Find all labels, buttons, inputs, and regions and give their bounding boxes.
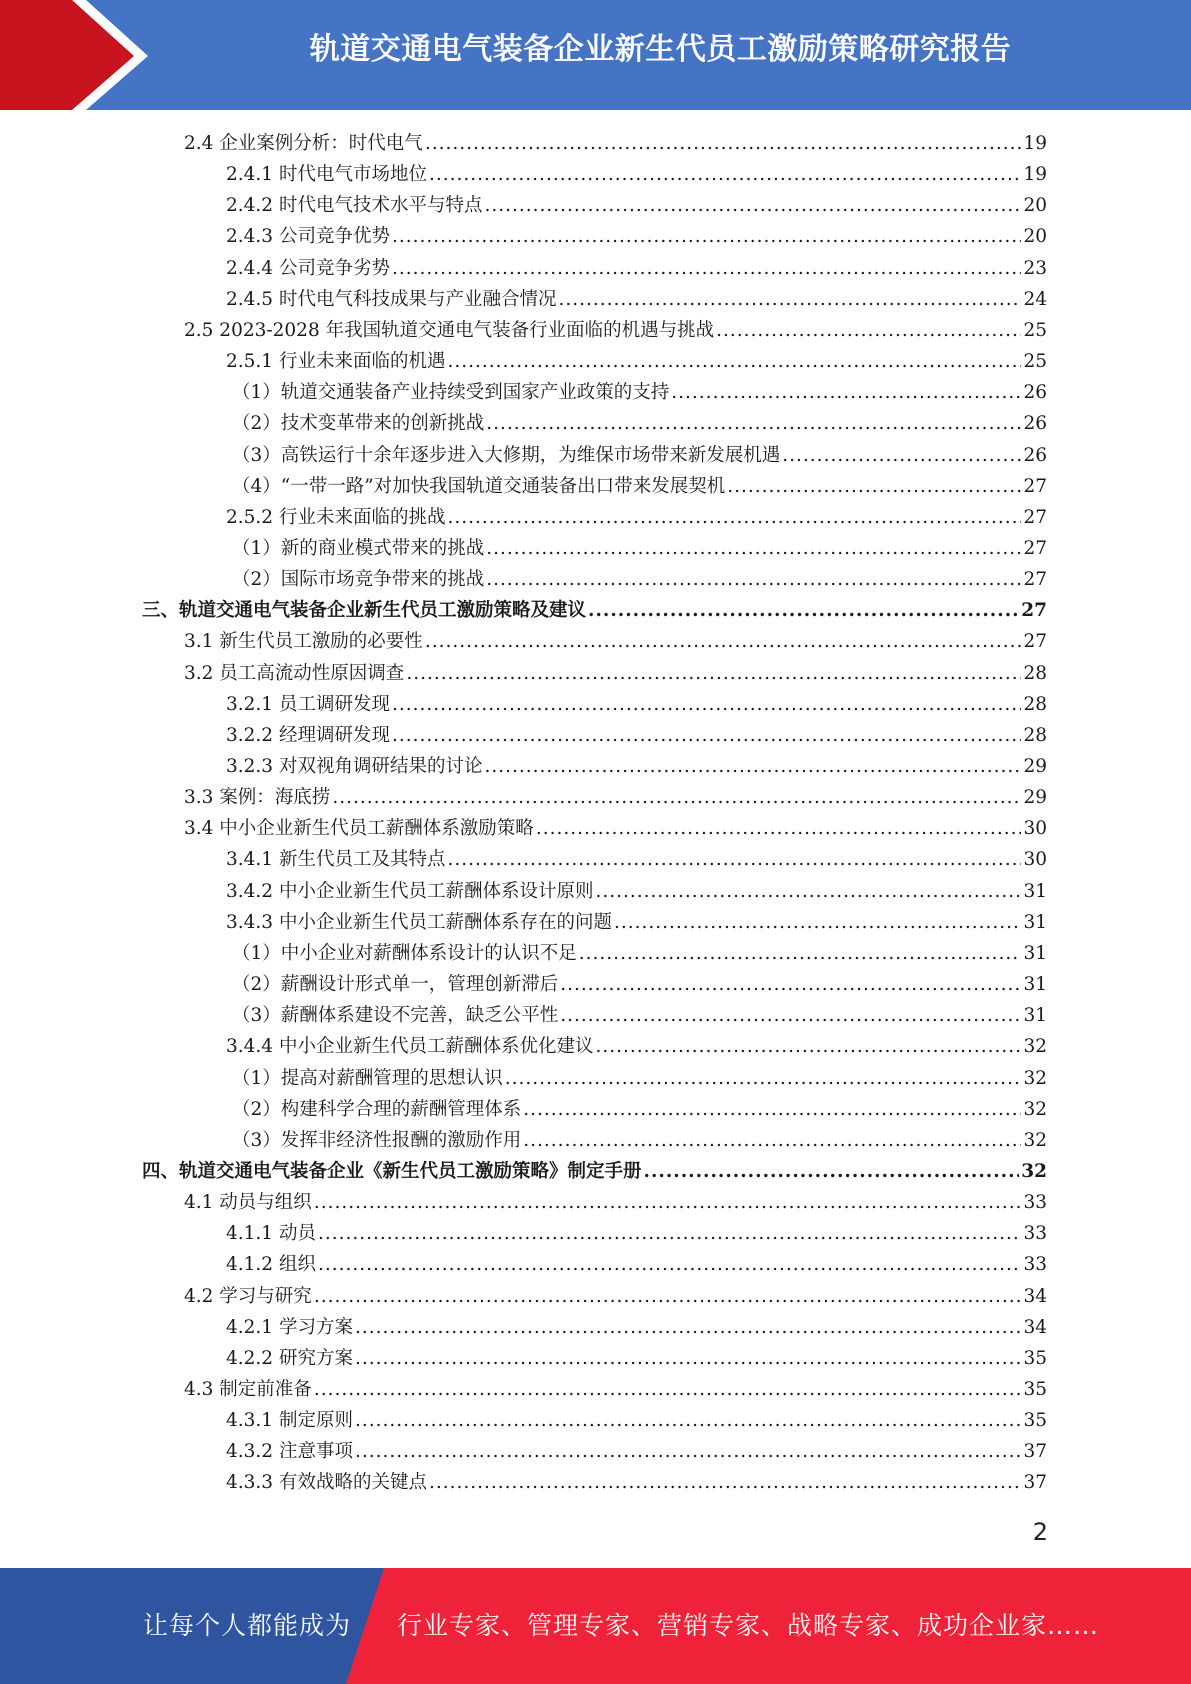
toc-entry[interactable]: [232, 440, 1047, 471]
toc-entry-page: 27: [1023, 631, 1047, 653]
toc-entry-page: 20: [1023, 195, 1047, 217]
toc-entry-page: 35: [1023, 1379, 1047, 1400]
toc-entry-title: 4.2.1 学习方案: [226, 1316, 353, 1338]
page-number: 2: [1032, 1518, 1048, 1546]
toc-dot-leader: [505, 1063, 1022, 1094]
toc-entry-title: 2.5.1 行业未来面临的机遇: [226, 351, 446, 373]
toc-dot-leader: [614, 907, 1021, 938]
toc-entry[interactable]: [226, 1467, 1047, 1498]
toc-dot-leader: [523, 1094, 1021, 1125]
page-header: [0, 0, 1191, 110]
toc-dot-leader: [447, 844, 1021, 875]
toc-dot-leader: [523, 1125, 1021, 1156]
toc-entry[interactable]: [232, 533, 1047, 564]
toc-entry[interactable]: [232, 1000, 1047, 1031]
toc-entry-title: 三、轨道交通电气装备企业新生代员工激励策略及建议: [142, 600, 587, 622]
toc-entry-title: 4.2.2 研究方案: [226, 1347, 353, 1369]
toc-entry-page: 37: [1023, 1441, 1047, 1463]
toc-entry[interactable]: [226, 844, 1047, 875]
toc-entry[interactable]: [184, 782, 1047, 813]
toc-entry-page: 19: [1023, 133, 1047, 154]
toc-entry-title: 2.5.2 行业未来面临的挑战: [226, 506, 446, 528]
toc-dot-leader: [314, 1187, 1022, 1218]
toc-entry[interactable]: [232, 969, 1047, 1000]
toc-dot-leader: [484, 751, 1021, 782]
toc-entry[interactable]: [184, 128, 1047, 159]
toc-entry-title: 3.4.3 中小企业新生代员工薪酬体系存在的问题: [226, 911, 612, 933]
toc-entry[interactable]: [184, 658, 1047, 689]
toc-dot-leader: [392, 221, 1021, 252]
toc-entry-title: （2）国际市场竞争带来的挑战: [232, 569, 485, 591]
toc-entry-page: 34: [1023, 1285, 1047, 1307]
toc-entry[interactable]: [184, 1281, 1047, 1312]
toc-dot-leader: [355, 1343, 1022, 1374]
toc-entry-title: 3.2.2 经理调研发现: [226, 724, 390, 746]
toc-dot-leader: [392, 720, 1021, 751]
toc-dot-leader: [406, 658, 1021, 689]
toc-entry-title: （1）新的商业模式带来的挑战: [232, 537, 485, 559]
toc-entry[interactable]: [232, 564, 1047, 595]
toc-entry-page: 27: [1023, 569, 1047, 591]
toc-entry-title: 2.4.1 时代电气市场地位: [226, 164, 427, 186]
header-arrow-decoration: [0, 0, 150, 110]
footer-slogan-right: 行业专家、管理专家、营销专家、战略专家、成功企业家……: [397, 1611, 1100, 1640]
toc-entry-page: 28: [1023, 724, 1047, 746]
toc-dot-leader: [644, 1156, 1020, 1187]
toc-entry-title: （3）高铁运行十余年逐步进入大修期，为维保市场带来新发展机遇: [232, 444, 781, 466]
toc-dot-leader: [314, 1281, 1022, 1312]
toc-entry-title: （2）构建科学合理的薪酬管理体系: [232, 1098, 522, 1120]
toc-entry-page: 32: [1023, 1067, 1047, 1089]
toc-entry-page: 23: [1023, 257, 1047, 279]
toc-entry-title: 4.1.1 动员: [226, 1223, 316, 1245]
toc-entry-page: 26: [1023, 444, 1047, 466]
toc-entry-title: （1）提高对薪酬管理的思想认识: [232, 1067, 503, 1089]
toc-entry-page: 28: [1023, 693, 1047, 715]
toc-entry-page: 32: [1023, 1098, 1047, 1120]
toc-entry[interactable]: [226, 284, 1047, 315]
toc-entry[interactable]: [226, 1249, 1047, 1280]
toc-entry-page: 33: [1023, 1223, 1047, 1245]
toc-dot-leader: [558, 284, 1021, 315]
toc-entry-page: 27: [1023, 537, 1047, 559]
toc-entry[interactable]: [226, 1218, 1047, 1249]
toc-dot-leader: [486, 408, 1021, 439]
toc-entry-title: 4.1.2 组织: [226, 1254, 316, 1276]
toc-entry[interactable]: [184, 1187, 1047, 1218]
toc-entry[interactable]: [184, 813, 1047, 844]
toc-entry[interactable]: [226, 190, 1047, 221]
toc-entry[interactable]: [226, 1436, 1047, 1467]
toc-dot-leader: [429, 159, 1021, 190]
toc-dot-leader: [727, 471, 1021, 502]
toc-entry[interactable]: [226, 1312, 1047, 1343]
toc-entry-page: 35: [1023, 1410, 1047, 1432]
toc-entry-title: （3）薪酬体系建设不完善，缺乏公平性: [232, 1005, 559, 1027]
toc-entry[interactable]: [226, 159, 1047, 190]
toc-entry-page: 27: [1021, 600, 1047, 622]
toc-entry-page: 31: [1023, 942, 1047, 964]
toc-entry[interactable]: [184, 626, 1047, 657]
toc-entry[interactable]: [226, 502, 1047, 533]
toc-dot-leader: [595, 876, 1021, 907]
toc-entry-title: 3.2.3 对双视角调研结果的讨论: [226, 756, 483, 777]
toc-entry[interactable]: [226, 1031, 1047, 1062]
toc-entry-page: 19: [1023, 164, 1047, 186]
toc-dot-leader: [447, 502, 1021, 533]
toc-entry-title: 2.4.3 公司竞争优势: [226, 226, 390, 248]
toc-dot-leader: [332, 782, 1021, 813]
toc-entry-page: 31: [1023, 974, 1047, 996]
toc-entry[interactable]: [226, 1405, 1047, 1436]
toc-entry-page: 33: [1023, 1254, 1047, 1276]
toc-entry-page: 30: [1023, 818, 1047, 840]
toc-dot-leader: [425, 128, 1022, 159]
toc-dot-leader: [392, 689, 1021, 720]
toc-entry[interactable]: [184, 315, 1047, 346]
toc-dot-leader: [429, 1467, 1021, 1498]
toc-entry-title: 3.4 中小企业新生代员工薪酬体系激励策略: [184, 818, 534, 840]
toc-entry-page: 26: [1023, 413, 1047, 435]
toc-entry-page: 29: [1023, 787, 1047, 809]
toc-entry-page: 26: [1023, 382, 1047, 404]
toc-dot-leader: [671, 377, 1021, 408]
toc-entry[interactable]: [232, 377, 1047, 408]
page-footer: [0, 1568, 1191, 1684]
toc-entry-title: 3.4.4 中小企业新生代员工薪酬体系优化建议: [226, 1036, 594, 1058]
toc-entry-title: 2.5 2023-2028 年我国轨道交通电气装备行业面临的机遇与挑战: [184, 319, 715, 341]
toc-entry-page: 28: [1023, 662, 1047, 684]
toc-entry-title: 3.4.1 新生代员工及其特点: [226, 849, 446, 871]
toc-entry-page: 31: [1023, 880, 1047, 902]
toc-dot-leader: [560, 969, 1021, 1000]
toc-entry-page: 37: [1023, 1472, 1047, 1494]
toc-entry-page: 20: [1023, 226, 1047, 248]
toc-entry-title: 2.4.2 时代电气技术水平与特点: [226, 195, 483, 217]
toc-entry-page: 33: [1023, 1192, 1047, 1214]
toc-entry[interactable]: [226, 253, 1047, 284]
toc-entry[interactable]: [232, 1125, 1047, 1156]
toc-dot-leader: [536, 813, 1022, 844]
toc-entry[interactable]: [226, 221, 1047, 252]
toc-entry-page: 25: [1023, 351, 1047, 373]
toc-entry-title: 四、轨道交通电气装备企业《新生代员工激励策略》制定手册: [142, 1160, 642, 1182]
toc-entry-title: 2.4 企业案例分析：时代电气: [184, 133, 423, 154]
toc-entry-page: 31: [1023, 911, 1047, 933]
toc-entry[interactable]: [226, 876, 1047, 907]
toc-dot-leader: [425, 626, 1022, 657]
toc-entry-title: 3.4.2 中小企业新生代员工薪酬体系设计原则: [226, 880, 594, 902]
toc-entry-page: 24: [1023, 288, 1047, 310]
toc-dot-leader: [355, 1312, 1022, 1343]
toc-entry-title: 4.2 学习与研究: [184, 1285, 312, 1307]
toc-entry-page: 32: [1021, 1160, 1047, 1182]
toc-entry[interactable]: [184, 1374, 1047, 1405]
toc-entry[interactable]: [226, 907, 1047, 938]
toc-entry-title: （3）发挥非经济性报酬的激励作用: [232, 1129, 522, 1151]
toc-entry-title: （2）薪酬设计形式单一，管理创新滞后: [232, 974, 559, 996]
toc-entry-page: 35: [1023, 1347, 1047, 1369]
toc-entry-title: 4.3.2 注意事项: [226, 1441, 353, 1463]
toc-entry-title: （1）轨道交通装备产业持续受到国家产业政策的支持: [232, 382, 670, 404]
toc-entry[interactable]: [226, 751, 1047, 782]
toc-entry-title: 4.3 制定前准备: [184, 1379, 312, 1400]
toc-entry-title: 2.4.5 时代电气科技成果与产业融合情况: [226, 288, 557, 310]
toc-entry-page: 30: [1023, 849, 1047, 871]
toc-entry[interactable]: [232, 408, 1047, 439]
toc-entry-page: 32: [1023, 1036, 1047, 1058]
toc-entry[interactable]: [226, 346, 1047, 377]
toc-entry-title: 3.3 案例：海底捞: [184, 787, 331, 809]
toc-entry-title: （2）技术变革带来的创新挑战: [232, 413, 485, 435]
toc-dot-leader: [486, 564, 1021, 595]
toc-entry-title: 3.1 新生代员工激励的必要性: [184, 631, 423, 653]
toc-dot-leader: [318, 1249, 1022, 1280]
toc-entry-page: 25: [1023, 319, 1047, 341]
toc-entry[interactable]: [226, 1343, 1047, 1374]
toc-entry[interactable]: [232, 1063, 1047, 1094]
toc-entry-title: 3.2.1 员工调研发现: [226, 693, 390, 715]
toc-entry-title: 4.3.1 制定原则: [226, 1410, 353, 1432]
toc-dot-leader: [579, 938, 1022, 969]
toc-entry-page: 29: [1023, 756, 1047, 777]
footer-slogan-left: 让每个人都能成为: [143, 1611, 352, 1640]
document-title: 轨道交通电气装备企业新生代员工激励策略研究报告: [309, 32, 1012, 67]
toc-entry-page: 31: [1023, 1005, 1047, 1027]
toc-dot-leader: [355, 1436, 1022, 1467]
toc-dot-leader: [484, 190, 1021, 221]
toc-dot-leader: [560, 1000, 1021, 1031]
toc-entry-title: （4）“一带一路”对加快我国轨道交通装备出口带来发展契机: [232, 475, 726, 497]
toc-entry-title: 2.4.4 公司竞争劣势: [226, 257, 390, 279]
toc-entry[interactable]: [232, 471, 1047, 502]
toc-entry-page: 34: [1023, 1316, 1047, 1338]
toc-dot-leader: [355, 1405, 1022, 1436]
toc-dot-leader: [782, 440, 1021, 471]
toc-dot-leader: [595, 1031, 1021, 1062]
toc-entry-page: 27: [1023, 475, 1047, 497]
toc-entry[interactable]: [226, 689, 1047, 720]
toc-dot-leader: [447, 346, 1021, 377]
toc-entry[interactable]: [232, 1094, 1047, 1125]
toc-dot-leader: [318, 1218, 1022, 1249]
toc-dot-leader: [392, 253, 1021, 284]
toc-entry-page: 32: [1023, 1129, 1047, 1151]
toc-entry-page: 27: [1023, 506, 1047, 528]
toc-entry-title: 4.1 动员与组织: [184, 1192, 312, 1214]
toc-entry-title: 4.3.3 有效战略的关键点: [226, 1472, 427, 1494]
toc-entry-title: 3.2 员工高流动性原因调查: [184, 662, 405, 684]
toc-entry[interactable]: [142, 595, 1047, 626]
toc-entry[interactable]: [142, 1156, 1047, 1187]
toc-dot-leader: [588, 595, 1019, 626]
toc-dot-leader: [314, 1374, 1022, 1405]
toc-entry[interactable]: [226, 720, 1047, 751]
toc-dot-leader: [486, 533, 1021, 564]
toc-dot-leader: [716, 315, 1021, 346]
toc-entry[interactable]: [232, 938, 1047, 969]
toc-entry-title: （1）中小企业对薪酬体系设计的认识不足: [232, 942, 577, 964]
